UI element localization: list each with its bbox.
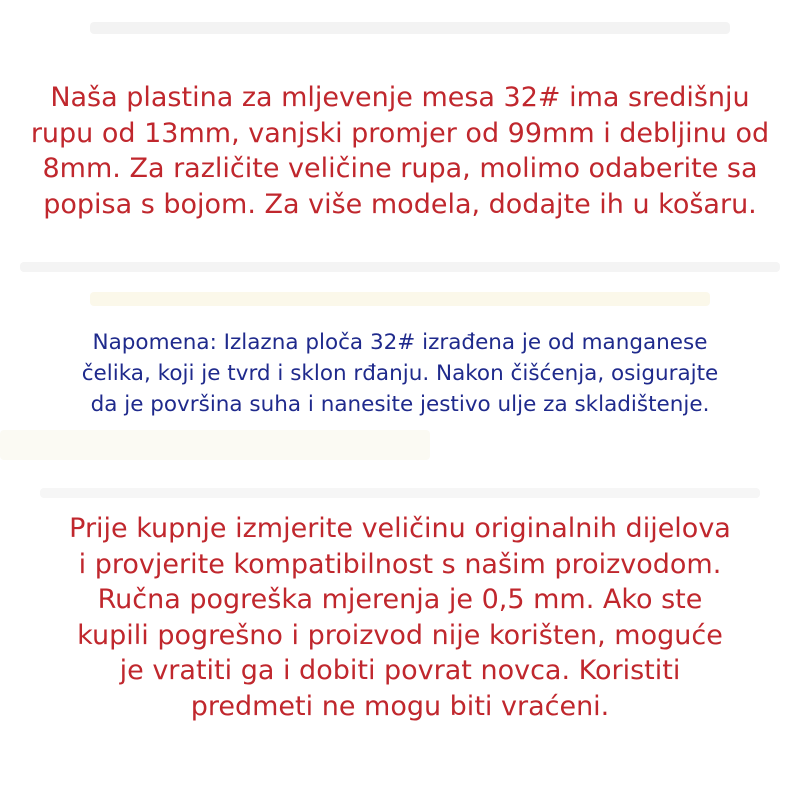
intro-line: popisa s bojom. Za više modela, dodajte ih u košaru. [43,188,757,220]
note-paragraph [0,327,800,420]
warning-line: je vratiti ga i dobiti povrat novca. Koristiti [119,655,681,686]
note-line: čelika, koji je tvrd i sklon rđanju. Nakon čišćenja, osigurajte [81,361,719,386]
intro-paragraph [0,80,800,222]
warning-paragraph [0,511,800,724]
intro-line: rupu od 13mm, vanjski promjer od 99mm i debljinu od [30,117,770,149]
background-smudge [0,430,430,460]
intro-line: Naša plastina za mljevenje mesa 32# ima središnju [50,82,750,113]
warning-line: kupili pogrešno i proizvod nije korišten, moguće [77,619,723,651]
background-smudge [40,488,760,498]
warning-line: Ručna pogreška mjerenja je 0,5 mm. Ako ste [97,584,703,615]
warning-line: i provjerite kompatibilnost s našim proizvodom. [78,548,722,580]
background-smudge [90,292,710,306]
intro-line: 8mm. Za različite veličine rupa, molimo odaberite sa [42,153,758,184]
background-smudge [90,22,730,34]
note-line: da je površina suha i nanesite jestivo ulje za skladištenje. [90,392,710,417]
warning-line: predmeti ne mogu biti vraćeni. [190,690,610,722]
note-line: Napomena: Izlazna ploča 32# izrađena je od manganese [92,330,708,355]
background-smudge [20,262,780,272]
warning-line: Prije kupnje izmjerite veličinu originalnih dijelova [69,513,731,544]
